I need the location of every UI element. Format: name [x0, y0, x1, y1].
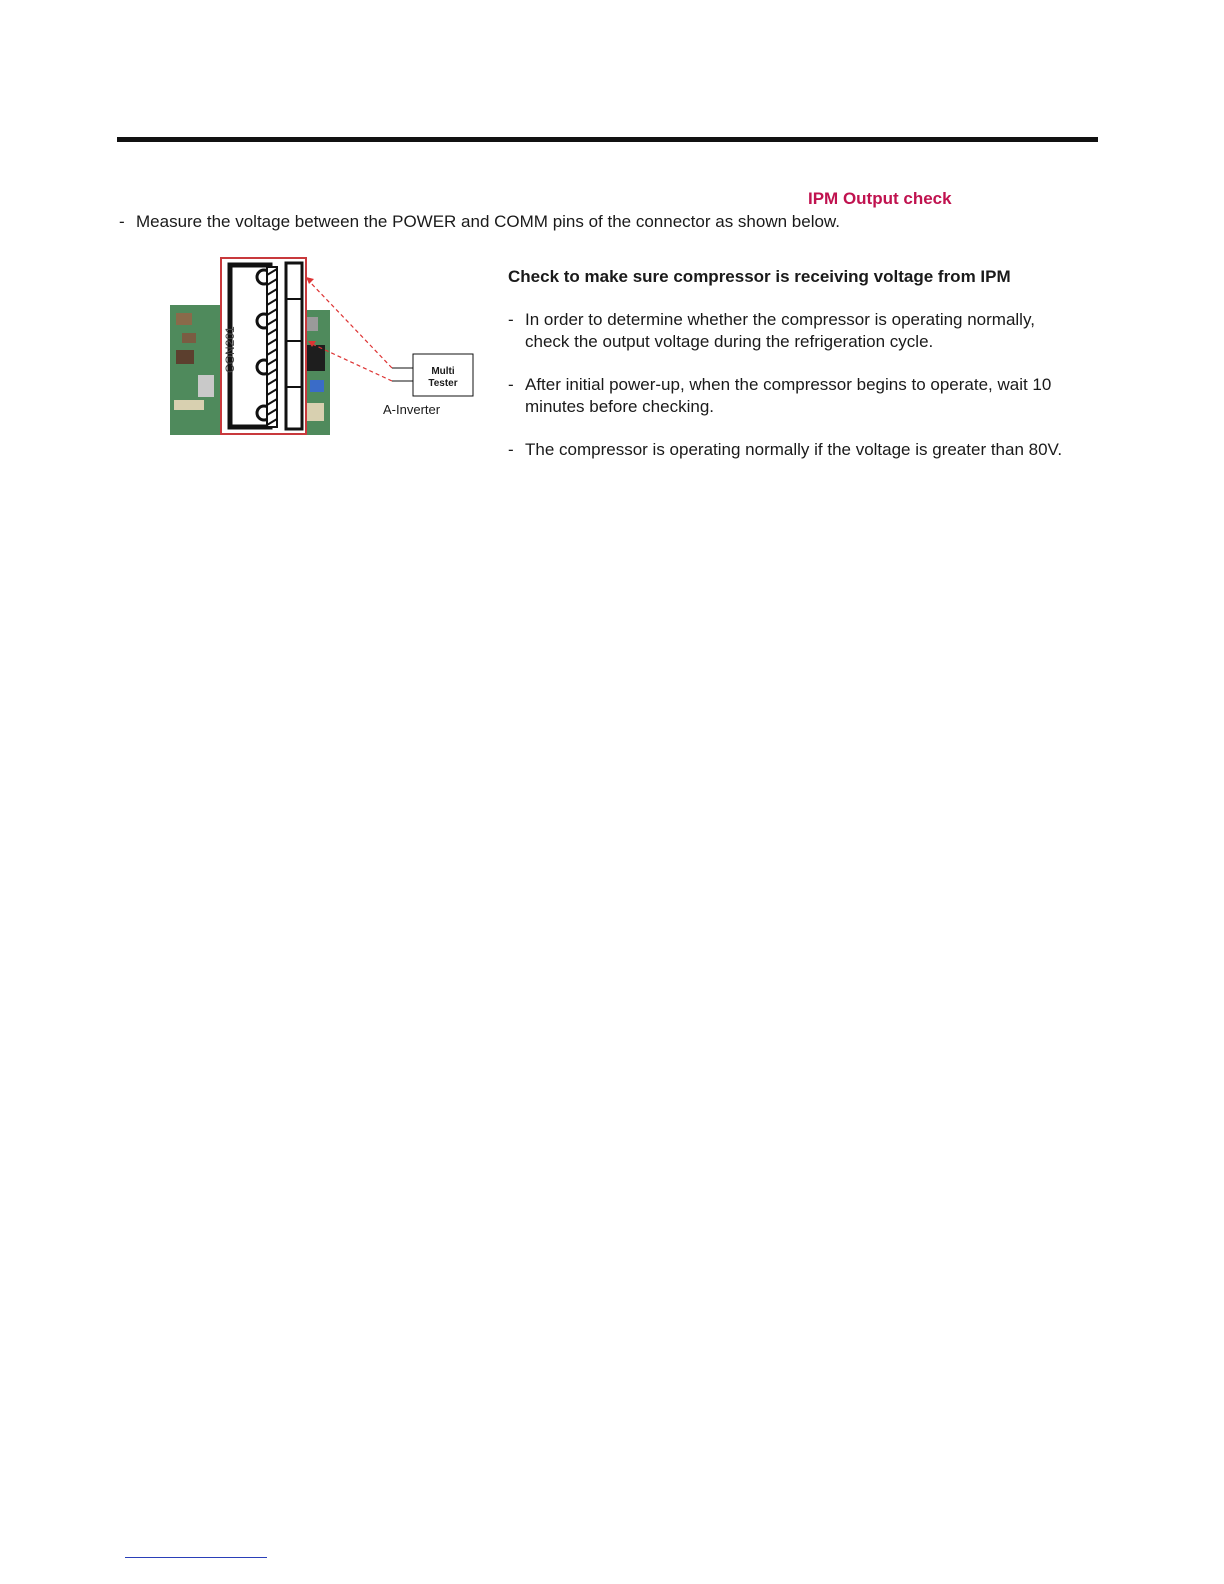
bullet-dash: -: [508, 440, 514, 459]
header-rule: [117, 137, 1098, 142]
footer-link-underline[interactable]: [125, 1557, 267, 1558]
bullet-dash: -: [508, 310, 514, 329]
bullet-text-line: The compressor is operating normally if the voltage is greater than 80V.: [525, 440, 1063, 459]
bullet-item: [508, 309, 1108, 353]
bullet-text-line: minutes before checking.: [525, 397, 714, 416]
pcb-component: [182, 333, 196, 343]
terminal-strip: [286, 263, 302, 429]
pcb-component: [176, 313, 192, 325]
section-title: IPM Output check: [808, 189, 952, 208]
pcb-component: [310, 380, 324, 392]
pcb-component: [306, 403, 324, 421]
pcb-component: [174, 400, 204, 410]
bullet-text-line: After initial power-up, when the compressor begins to operate, wait 10: [525, 375, 1052, 394]
check-panel: [508, 267, 1108, 482]
bullet-item: [508, 439, 1108, 461]
intro-instruction: [119, 212, 840, 232]
intro-text: Measure the voltage between the POWER and COMM pins of the connector as shown below.: [136, 212, 840, 231]
figure-caption: A-Inverter: [383, 402, 441, 417]
intro-dash: -: [119, 212, 125, 231]
connector-label: CON201: [223, 326, 237, 373]
arrowhead-power: [306, 277, 314, 284]
bullet-dash: -: [508, 375, 514, 394]
pcb-component: [198, 375, 214, 397]
pcb-component: [176, 350, 194, 364]
connector-figure: [170, 255, 480, 440]
panel-heading: Check to make sure compressor is receiving voltage from IPM: [508, 267, 1011, 286]
multi-tester-label: Multi Tester: [428, 366, 458, 389]
bullet-item: [508, 374, 1108, 418]
bullet-text-line: check the output voltage during the refrigeration cycle.: [525, 332, 934, 351]
bullet-text-line: In order to determine whether the compressor is operating normally,: [525, 310, 1035, 329]
